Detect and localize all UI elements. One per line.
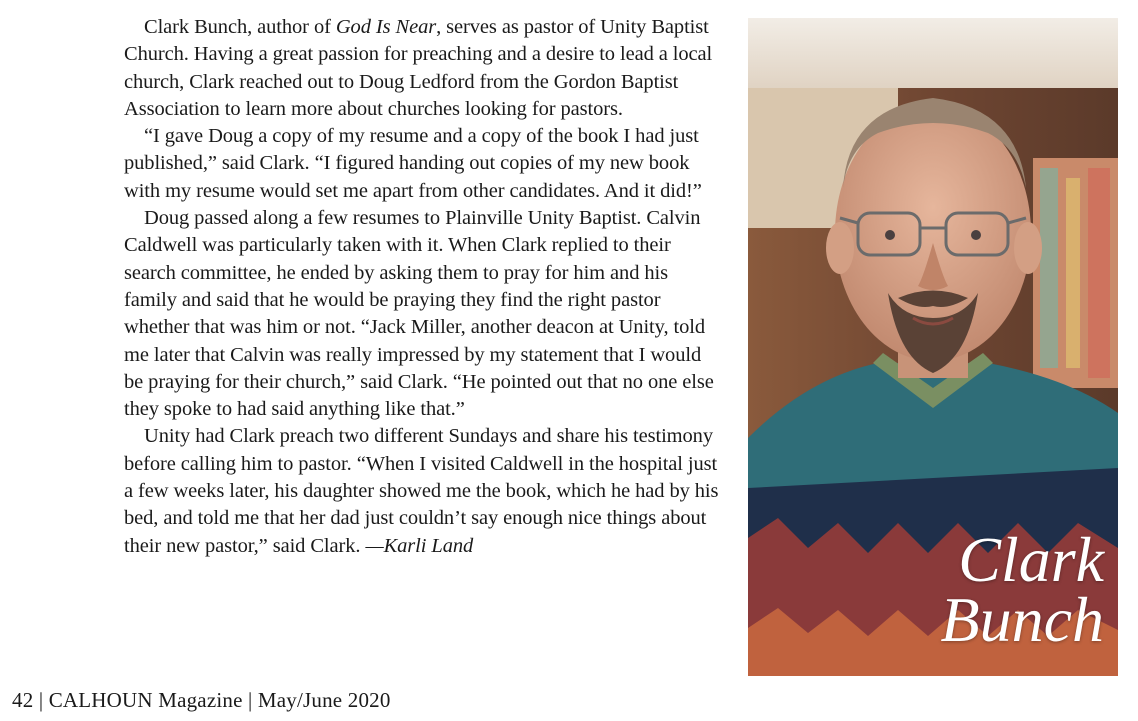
article-paragraph-4 — [124, 423, 724, 559]
article-paragraph-3: Doug passed along a few resumes to Plainville Unity Baptist. Calvin Caldwell was particularly taken with it. When Clark replied to their search committee, he ended by asking them to pray for him and his family and said that he would be praying they find the right pastor whether that was him or not. “Jack Miller, another deacon at Unity, told me later that Calvin was really impressed by my statement that I would be praying for their church,” said Clark. “He pointed out that no one else they spoke to had said anything like that.” — [124, 207, 714, 421]
article-body — [124, 14, 724, 560]
stained-glass-stripe — [1040, 168, 1058, 368]
ear-left — [826, 222, 854, 274]
paragraph-text: Clark Bunch, author of — [144, 16, 336, 38]
caption-last-name: Bunch — [940, 584, 1104, 655]
article-paragraph-2: “I gave Doug a copy of my resume and a copy of the book I had just published,” said Clark. “I figured handing out copies of my new book with my resume would set me apart from other candidates. And it did!” — [124, 125, 702, 202]
paragraph-text: Unity had Clark preach two different Sundays and share his testimony before calling him to pastor. “When I visited Caldwell in the hospital just a few weeks later, his daughter showed me the book, which he had by his bed, and told me that her dad just couldn’t say enough nice things about their new pastor,” said Clark. — [124, 425, 719, 557]
eye-left — [885, 230, 895, 240]
photo-caption — [940, 524, 1105, 655]
page-footer: 42 | CALHOUN Magazine | May/June 2020 — [12, 688, 391, 712]
ear-right — [1014, 222, 1042, 274]
paragraph-text: , serves as pastor of Unity Baptist Church. Having a great passion for preaching and a desire to lead a local church, Clark reached out to Doug Ledford from the Gordon Baptist Association to learn more about churches looking for pastors. — [124, 16, 713, 120]
stained-glass-stripe — [1088, 168, 1110, 378]
caption-first-name: Clark — [958, 524, 1104, 595]
byline: —Karli Land — [365, 534, 474, 557]
article-paragraph-1 — [124, 14, 724, 123]
book-title: God Is Near — [335, 16, 437, 38]
eye-right — [971, 230, 981, 240]
portrait-photo — [748, 18, 1118, 676]
stained-glass-stripe — [1066, 178, 1080, 368]
ceiling — [748, 18, 1118, 88]
